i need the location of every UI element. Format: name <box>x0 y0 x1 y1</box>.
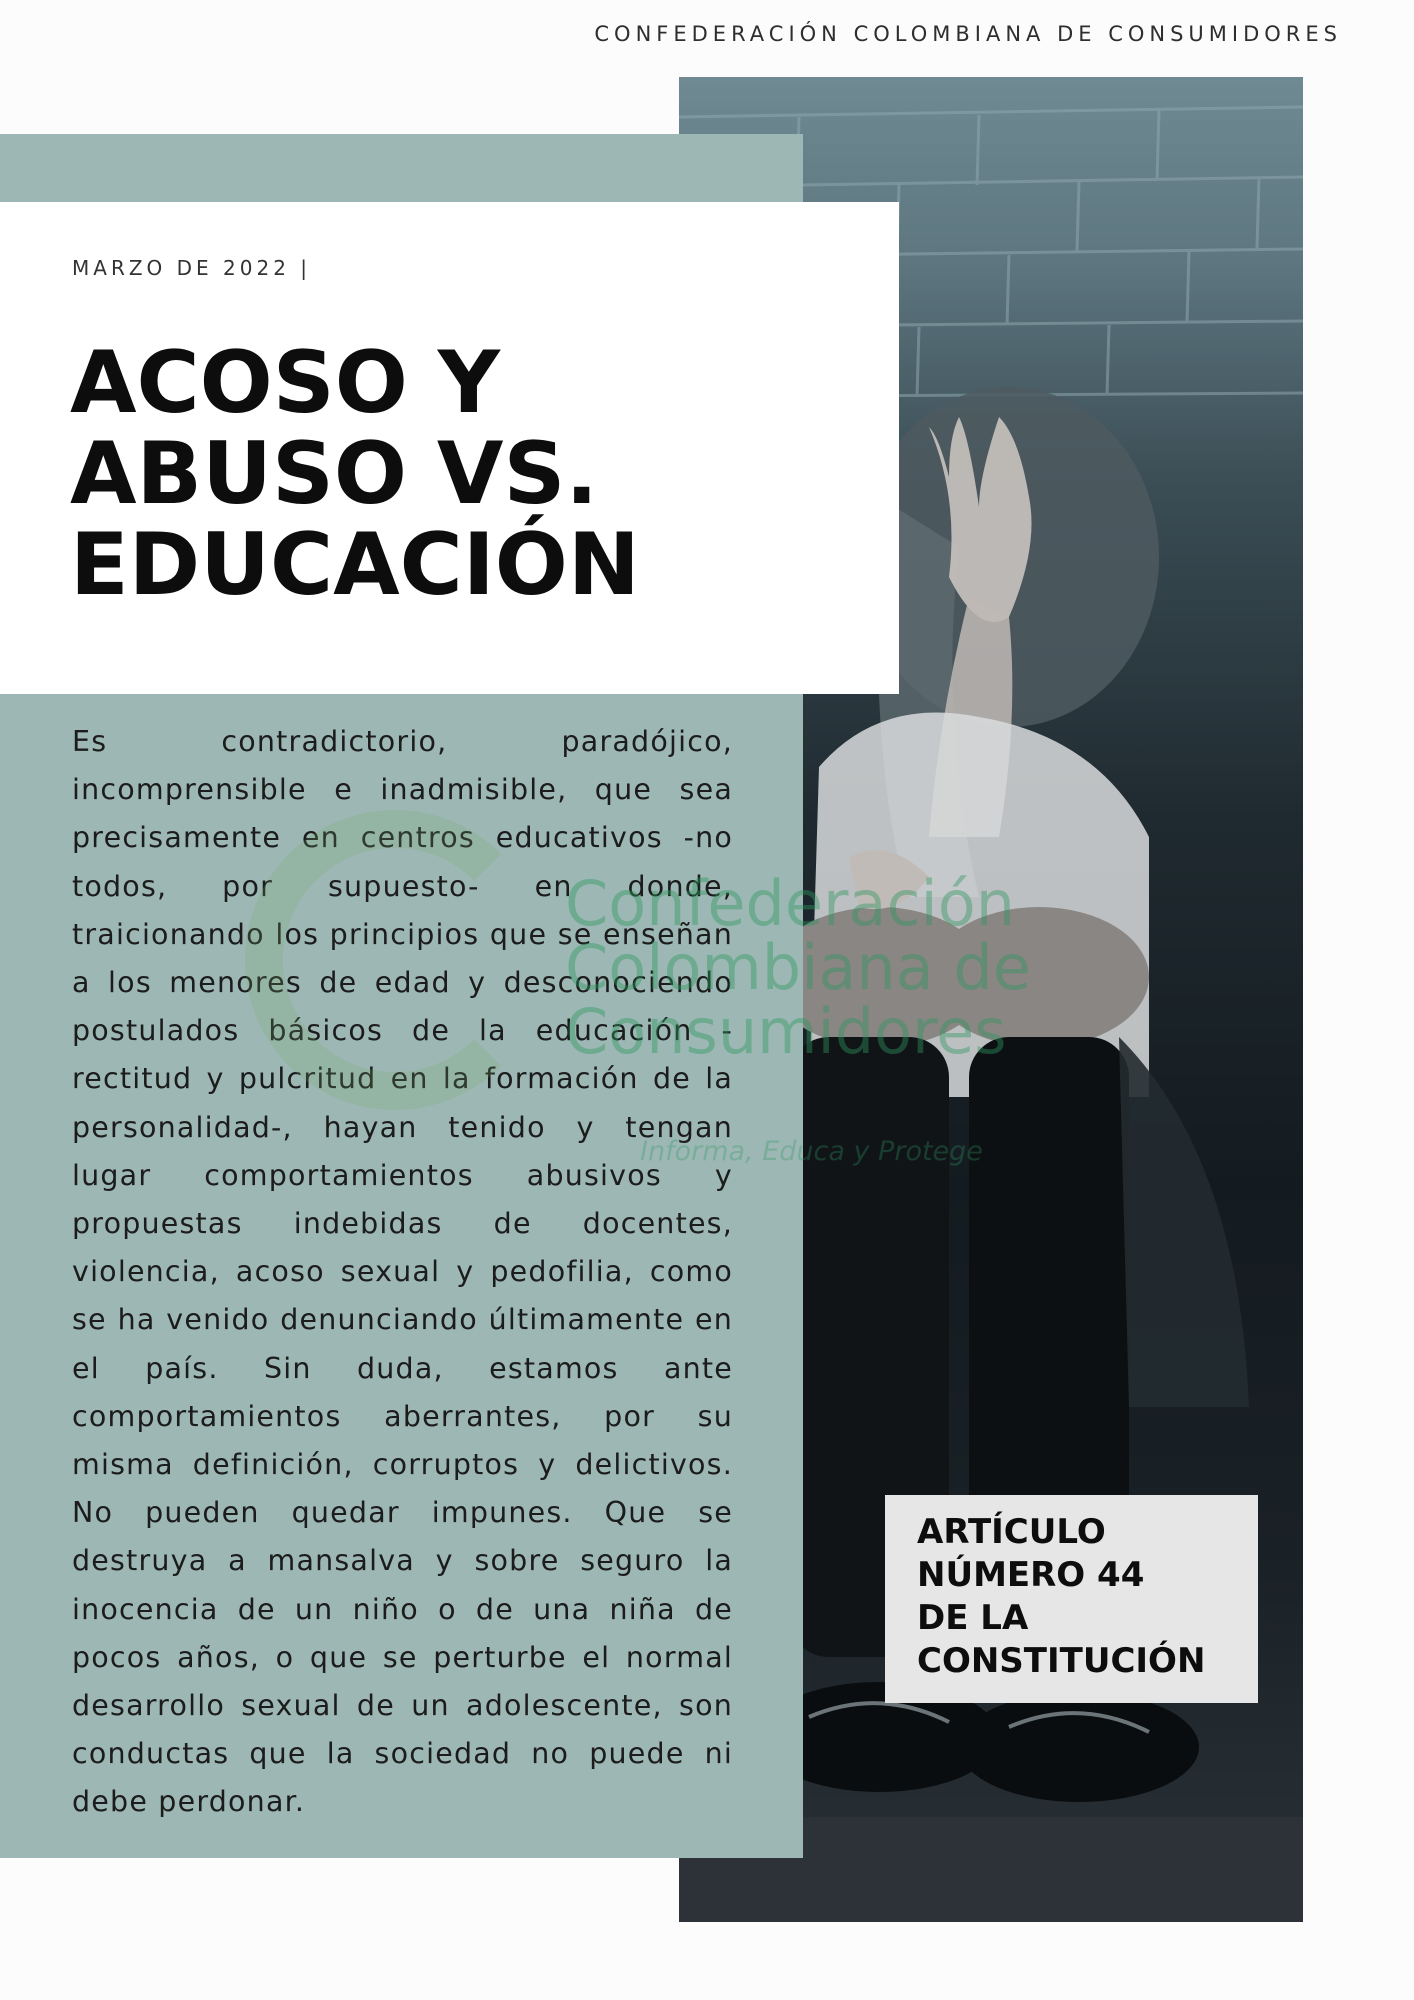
callout-line-2: NÚMERO 44 <box>917 1555 1145 1595</box>
title-line-3: EDUCACIÓN <box>70 515 640 615</box>
callout-line-4: CONSTITUCIÓN <box>917 1641 1206 1681</box>
watermark-tagline: Informa, Educa y Protege <box>640 1136 983 1167</box>
title-line-2: ABUSO VS. <box>70 424 599 524</box>
callout-text <box>917 1511 1258 1683</box>
watermark-line-2: Colombiana de <box>565 931 1031 1004</box>
article-date: MARZO DE 2022 | <box>72 256 312 280</box>
organization-header: CONFEDERACIÓN COLOMBIANA DE CONSUMIDORES <box>594 22 1342 46</box>
watermark-line-1: Confederación <box>565 867 1016 940</box>
callout-line-1: ARTÍCULO <box>917 1512 1106 1552</box>
callout-box <box>885 1495 1258 1703</box>
teal-accent-strip <box>0 134 803 202</box>
article-body: Es contradictorio, paradójico, incomprensible e inadmisible, que sea precisamente en centros educativos -no todos, por supuesto- en donde, traicionando los principios que se enseñan a los menores de edad y desconociendo postulados básicos de la educación -rectitud y pulcritud en la formación de la personalidad-, hayan tenido y tengan lugar comportamientos abusivos y propuestas indebidas de docentes, violencia, acoso sexual y pedofilia, como se ha venido denunciando últimamente en el país. Sin duda, estamos ante comportamientos aberrantes, por su misma definición, corruptos y delictivos. No pueden quedar impunes. Que se destruya a mansalva y sobre seguro la inocencia de un niño o de una niña de pocos años, o que se perturbe el normal desarrollo sexual de un adolescente, son conductas que la sociedad no puede ni debe perdonar. <box>72 725 733 1819</box>
watermark-line-3: Consumidores <box>565 995 1007 1068</box>
article-title <box>70 333 830 615</box>
title-line-1: ACOSO Y <box>70 333 501 433</box>
callout-line-3: DE LA <box>917 1598 1029 1638</box>
